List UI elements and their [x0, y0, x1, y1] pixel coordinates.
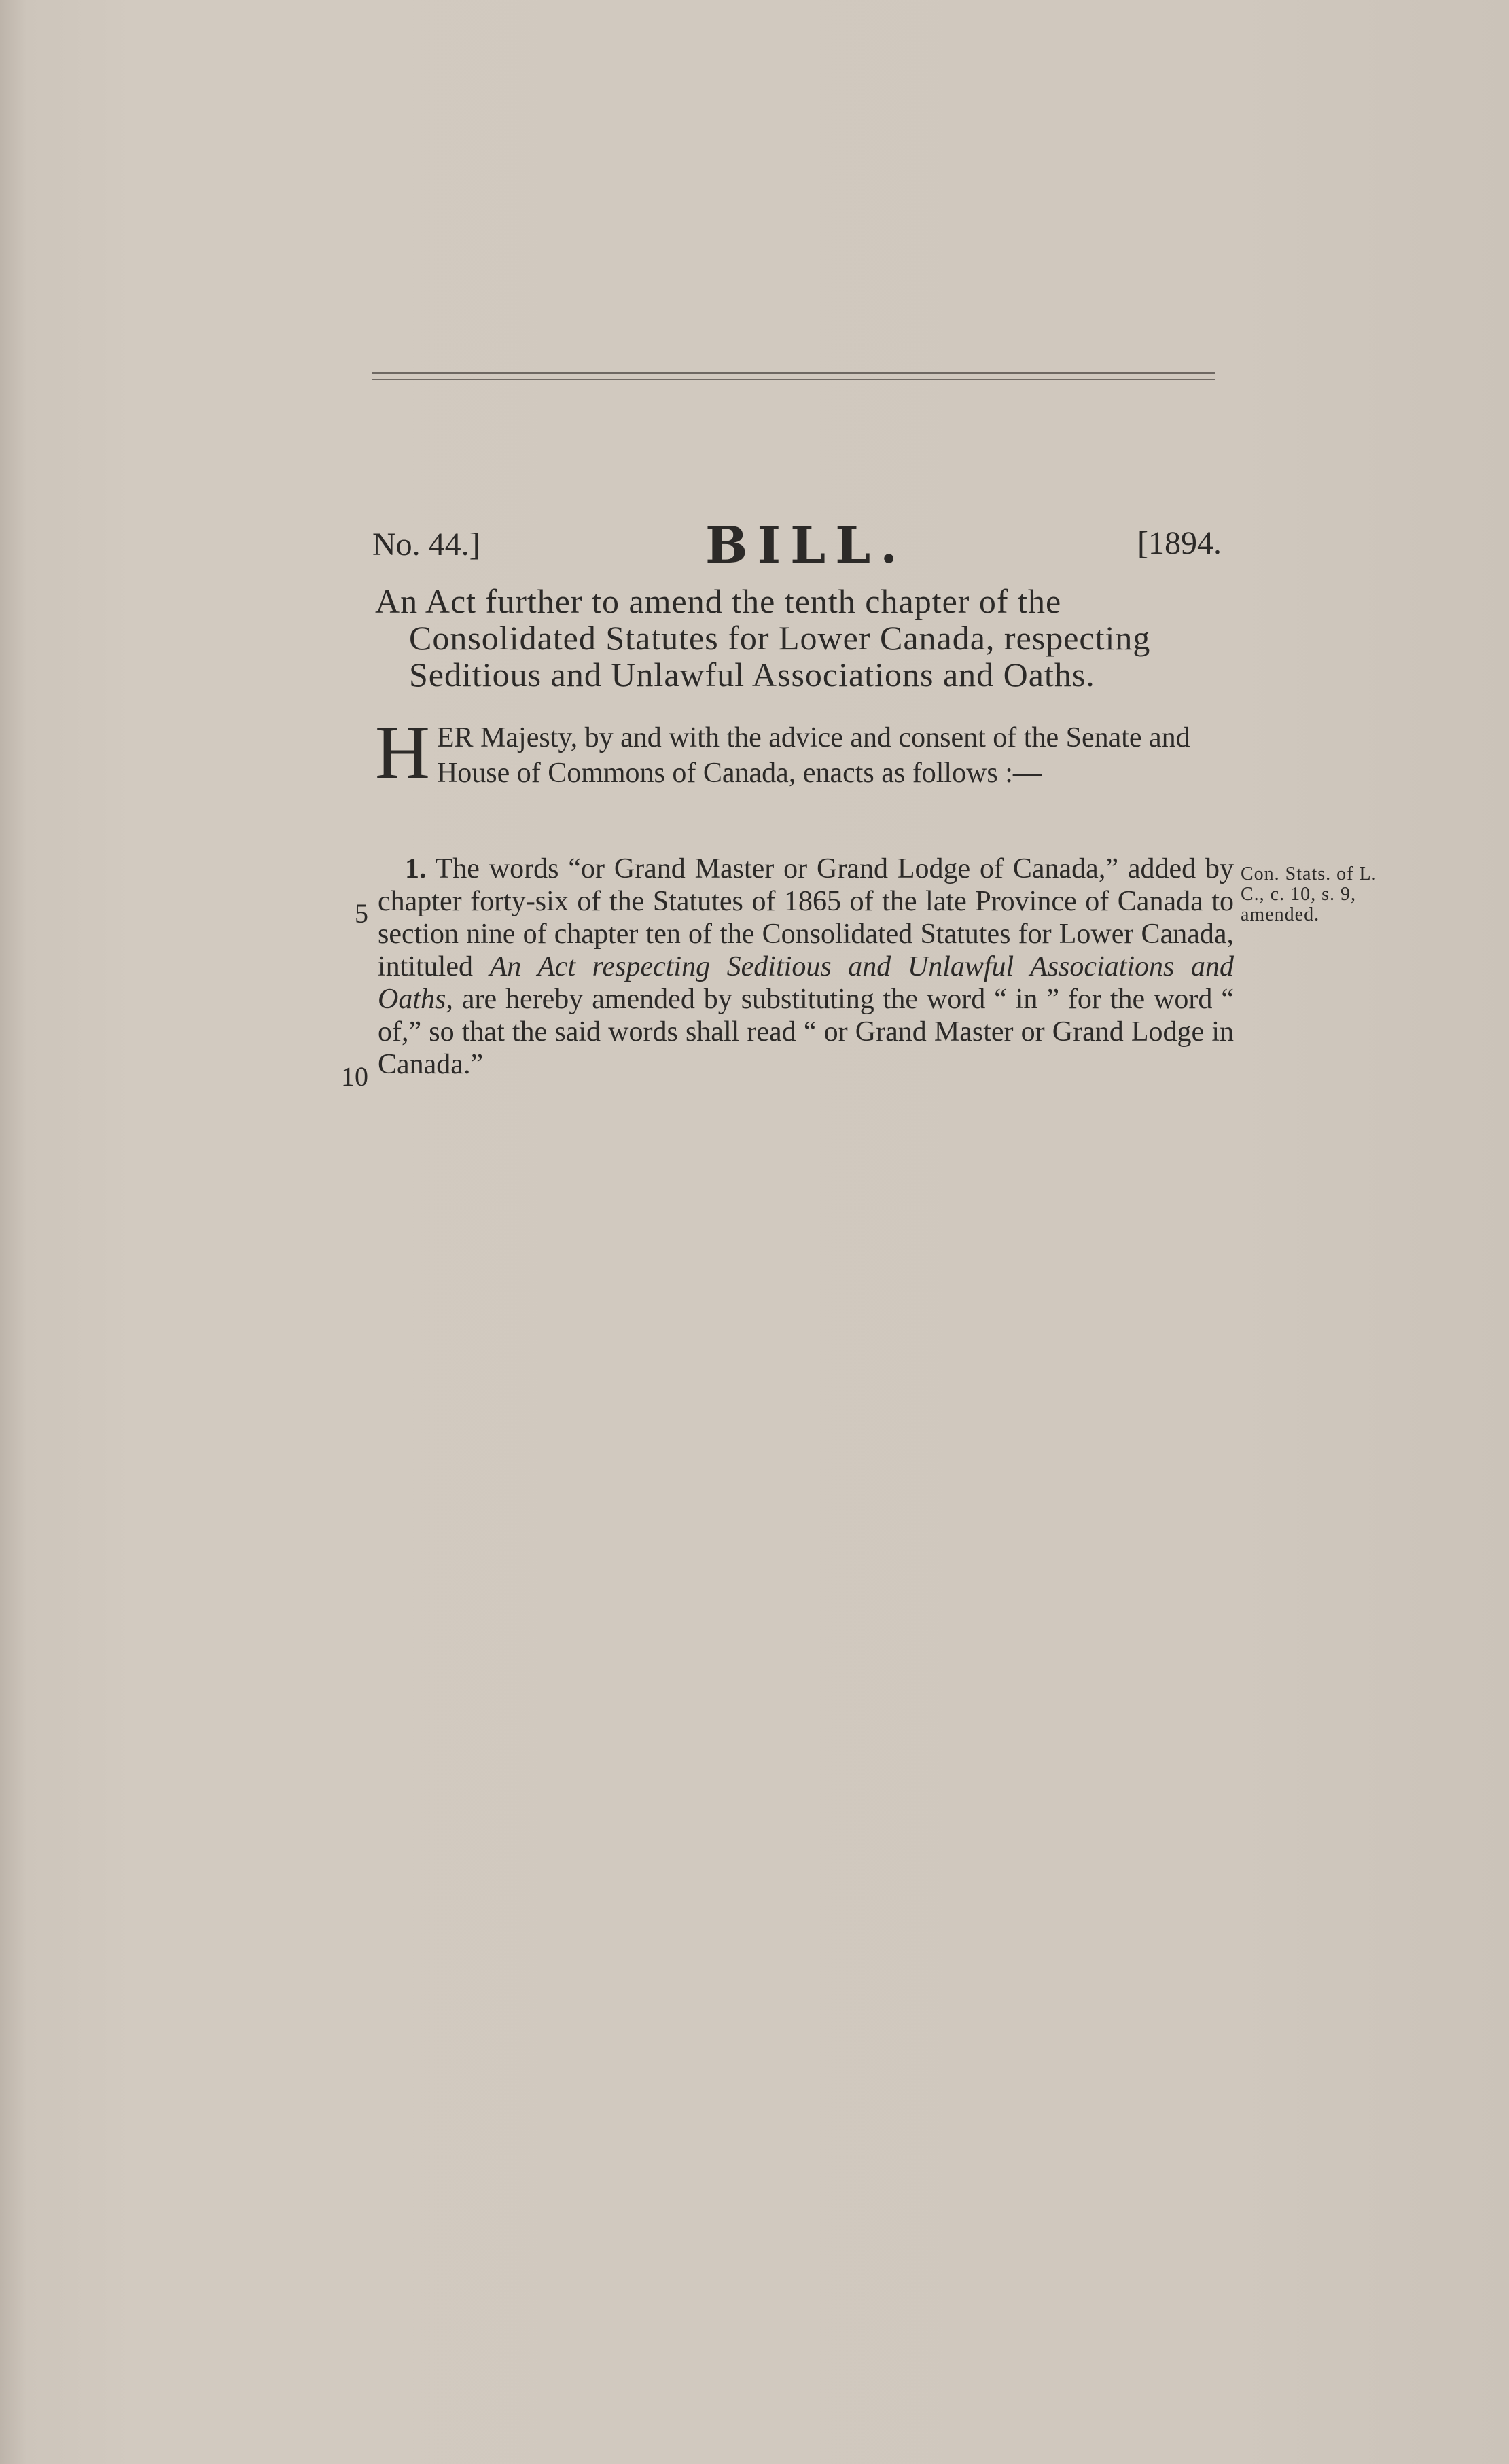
cited-act-title: An Act respecting Seditious and Unlawful Associations and Oaths, — [378, 951, 1234, 1015]
section-1-text-b: are hereby amended by substituting the word “ in ” for the word “ of,” so that the said words shall read “ or Grand Master or Grand Lodge in Canada.” — [378, 984, 1235, 1080]
act-title-line-3: Seditious and Unlawful Associations and Oaths. — [409, 656, 1095, 694]
act-title-line-2: Consolidated Statutes for Lower Canada, respecting — [409, 619, 1151, 657]
drop-cap: H — [375, 711, 430, 795]
bill-header — [372, 516, 1222, 577]
top-double-rule-upper — [372, 372, 1215, 374]
section-1 — [378, 853, 1234, 1081]
marginal-note: Con. Stats. of L. C., c. 10, s. 9, amended. — [1241, 863, 1377, 925]
top-double-rule-lower — [372, 379, 1215, 380]
enacting-clause-text: ER Majesty, by and with the advice and consent of the Senate and House of Commons of Canada, enacts as follows :— — [436, 722, 1190, 789]
section-number: 1. — [405, 853, 427, 885]
enacting-clause — [375, 711, 1231, 795]
act-title — [375, 583, 1238, 693]
section-1-text-a: The words “or Grand Master or Grand Lodge of Canada,” added by chapter forty-six of the Statutes of 1865 of the late Province of Canada to section nine of chapter ten of the Consolidated Statutes for Lower Canada, intituled — [378, 853, 1235, 982]
bill-year: [1894. — [1137, 525, 1222, 561]
line-number-10: 10 — [341, 1061, 368, 1092]
line-number-5: 5 — [355, 898, 368, 929]
bill-number: No. 44.] — [372, 526, 480, 563]
act-title-line-1: An Act further to amend the tenth chapter of the — [375, 582, 1062, 620]
bill-title: BILL. — [705, 516, 907, 575]
